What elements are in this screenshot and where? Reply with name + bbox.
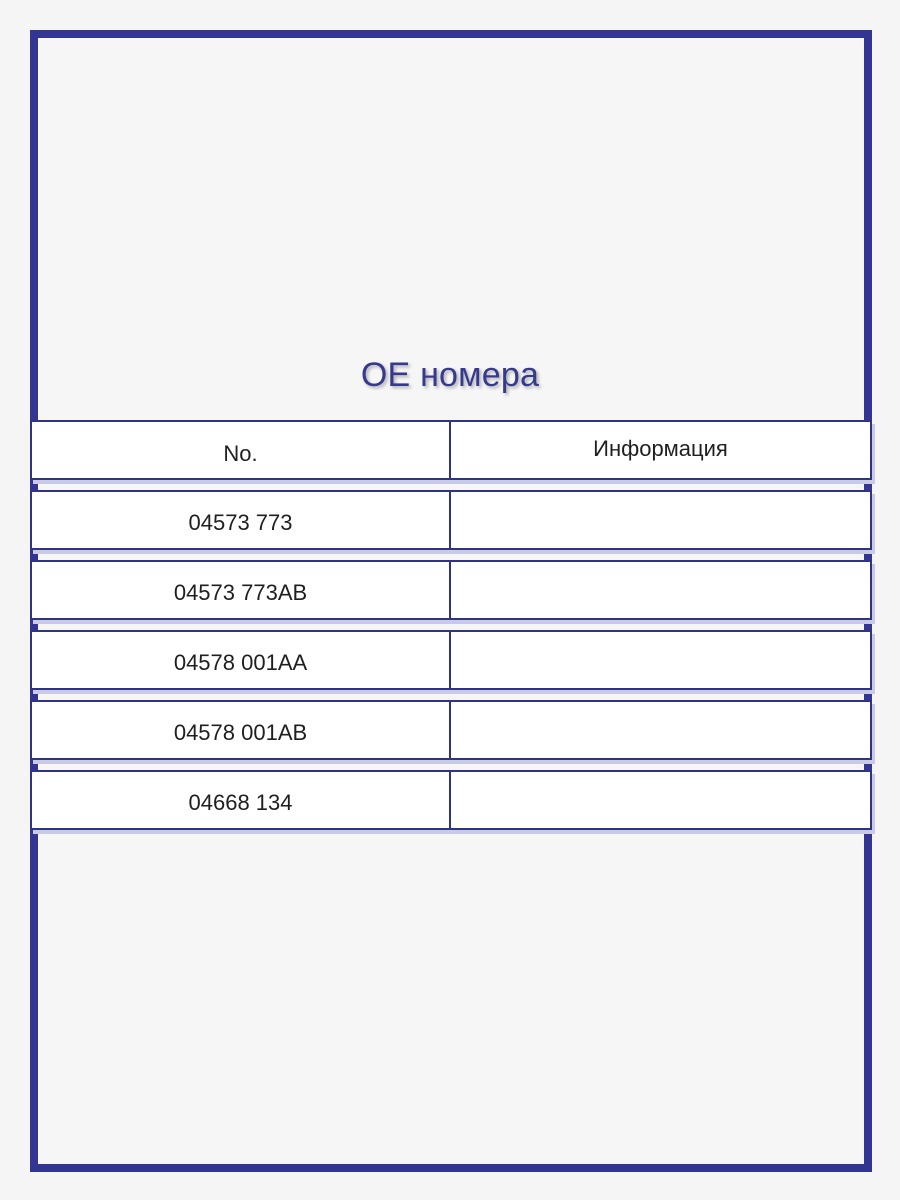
cell-info: [451, 772, 870, 828]
header-no: No.: [32, 422, 451, 478]
cell-oe-number: 04578 001AA: [32, 632, 451, 688]
oe-numbers-table: [30, 420, 872, 830]
cell-oe-number: 04578 001AB: [32, 702, 451, 758]
table-row: [30, 700, 872, 760]
cell-info: [451, 702, 870, 758]
header-info: Информация: [593, 436, 728, 461]
cell-info: [451, 492, 870, 548]
table-header-row: [30, 420, 872, 480]
table-row: [30, 770, 872, 830]
table-row: [30, 560, 872, 620]
table-row: [30, 490, 872, 550]
cell-info: [451, 562, 870, 618]
cell-oe-number: 04573 773AB: [32, 562, 451, 618]
cell-oe-number: 04573 773: [32, 492, 451, 548]
page-title: OE номера: [360, 356, 540, 394]
table-row: [30, 630, 872, 690]
cell-oe-number: 04668 134: [32, 772, 451, 828]
cell-info: [451, 632, 870, 688]
